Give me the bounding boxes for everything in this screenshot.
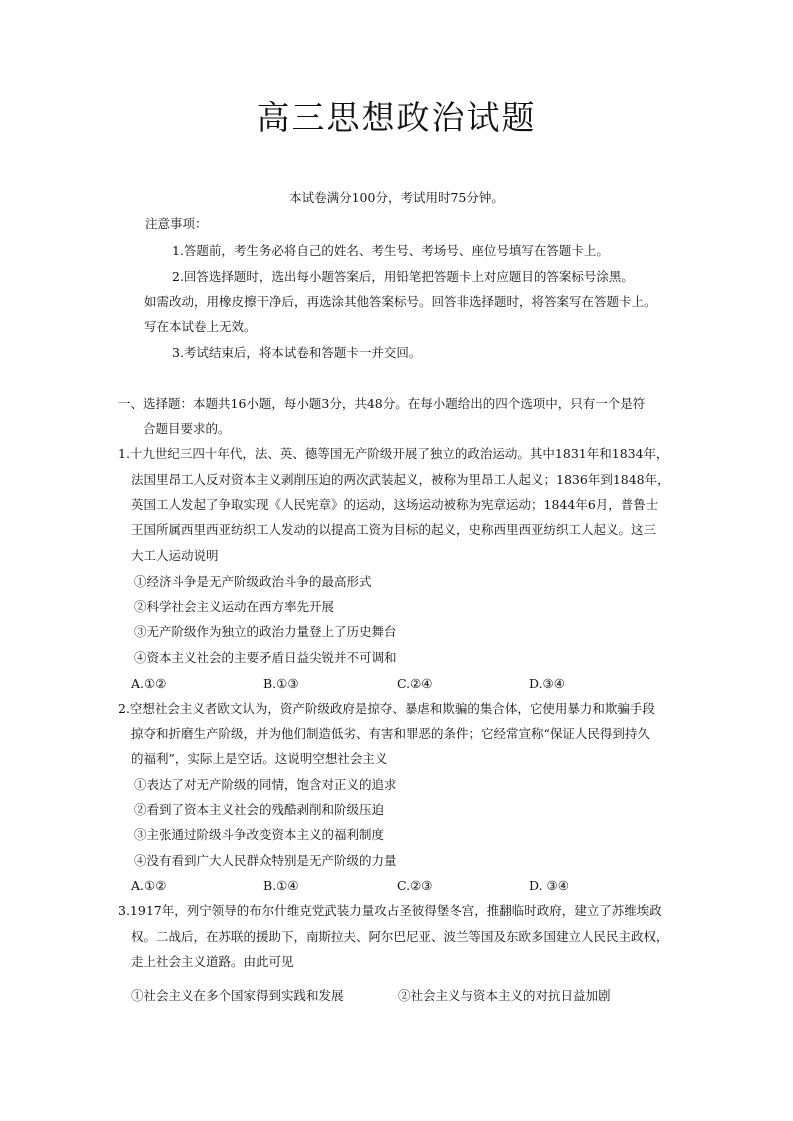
note-item-2-line-3: 写在本试卷上无效。 <box>144 319 257 334</box>
q1-stem-line-5: 大工人运动说明 <box>131 548 219 563</box>
q2-option-c: C.②③ <box>397 878 433 893</box>
q1-option-a: A.①② <box>131 676 167 691</box>
section-1-heading-line-1: 一、选择题：本题共16小题，每小题3分，共48分。在每小题给出的四个选项中，只有一个是符 <box>118 396 646 411</box>
notes-heading: 注意事项： <box>145 216 208 231</box>
q2-stem-line-1: 2.空想社会主义者欧文认为，资产阶级政府是掠夺、暴虐和欺骗的集合体，它使用暴力和欺骗手段 <box>118 701 655 716</box>
q2-stem-line-3: 的福利”，实际上是空话。这说明空想社会主义 <box>131 751 388 766</box>
note-item-3: 3.考试结束后，将本试卷和答题卡一并交回。 <box>172 345 422 360</box>
q1-option-c: C.②④ <box>397 676 433 691</box>
q1-stem-line-4: 王国所属西里西亚纺织工人发动的以提高工资为目标的起义，史称西里西亚纺织工人起义。这三 <box>131 522 657 537</box>
q3-statement-2: ②社会主义与资本主义的对抗日益加剧 <box>398 988 611 1003</box>
q2-option-d: D. ③④ <box>529 878 569 893</box>
q1-stem-line-3: 英国工人发起了争取实现《人民宪章》的运动，这场运动被称为宪章运动；1844年6月，普鲁士 <box>131 497 659 512</box>
q1-statement-3: ③无产阶级作为独立的政治力量登上了历史舞台 <box>134 624 397 639</box>
q3-statement-1: ①社会主义在多个国家得到实践和发展 <box>131 988 344 1003</box>
exam-info: 本试卷满分100分，考试用时75分钟。 <box>289 190 504 205</box>
q3-stem-line-1: 3.1917年，列宁领导的布尔什维克党武装力量攻占圣彼得堡冬宫，推翻临时政府，建立了苏维埃政 <box>118 903 662 918</box>
q1-statement-2: ②科学社会主义运动在西方率先开展 <box>134 599 335 614</box>
q2-option-b: B.①④ <box>263 878 299 893</box>
q2-statement-3: ③主张通过阶级斗争改变资本主义的福利制度 <box>134 827 385 842</box>
q2-stem-line-2: 掠夺和折磨生产阶级，并为他们制造低劣、有害和罪恶的条件；它经常宣称“保证人民得到持久 <box>131 726 650 741</box>
section-1-heading-line-2: 合题目要求的。 <box>143 421 231 436</box>
note-item-1: 1.答题前，考生务必将自己的姓名、考生号、考场号、座位号填写在答题卡上。 <box>172 243 609 258</box>
q1-statement-4: ④资本主义社会的主要矛盾日益尖锐并不可调和 <box>134 650 397 665</box>
q2-statement-2: ②看到了资本主义社会的残酷剥削和阶级压迫 <box>134 802 385 817</box>
q1-option-d: D.③④ <box>529 676 565 691</box>
q2-statement-1: ①表达了对无产阶级的同情，饱含对正义的追求 <box>134 777 397 792</box>
q1-option-b: B.①③ <box>263 676 299 691</box>
page-title: 高三思想政治试题 <box>256 98 537 137</box>
q3-stem-line-3: 走上社会主义道路。由此可见 <box>131 954 294 969</box>
q1-stem-line-1: 1.十九世纪三四十年代，法、英、德等国无产阶级开展了独立的政治运动。其中1831年和1834年， <box>118 446 669 461</box>
note-item-2-line-1: 2.回答选择题时，选出每小题答案后，用铅笔把答题卡上对应题目的答案标号涂黑。 <box>172 269 634 284</box>
q2-option-a: A.①② <box>131 878 167 893</box>
q1-stem-line-2: 法国里昂工人反对资本主义剥削压迫的两次武装起义，被称为里昂工人起义；1836年到1848年， <box>131 472 670 487</box>
q1-statement-1: ①经济斗争是无产阶级政治斗争的最高形式 <box>134 574 372 589</box>
note-item-2-line-2: 如需改动，用橡皮擦干净后，再选涂其他答案标号。回答非选择题时，将答案写在答题卡上。 <box>144 294 657 309</box>
q2-statement-4: ④没有看到广大人民群众特别是无产阶级的力量 <box>134 853 397 868</box>
q3-stem-line-2: 权。二战后，在苏联的援助下，南斯拉夫、阿尔巴尼亚、波兰等国及东欧多国建立人民民主政权， <box>131 929 669 944</box>
